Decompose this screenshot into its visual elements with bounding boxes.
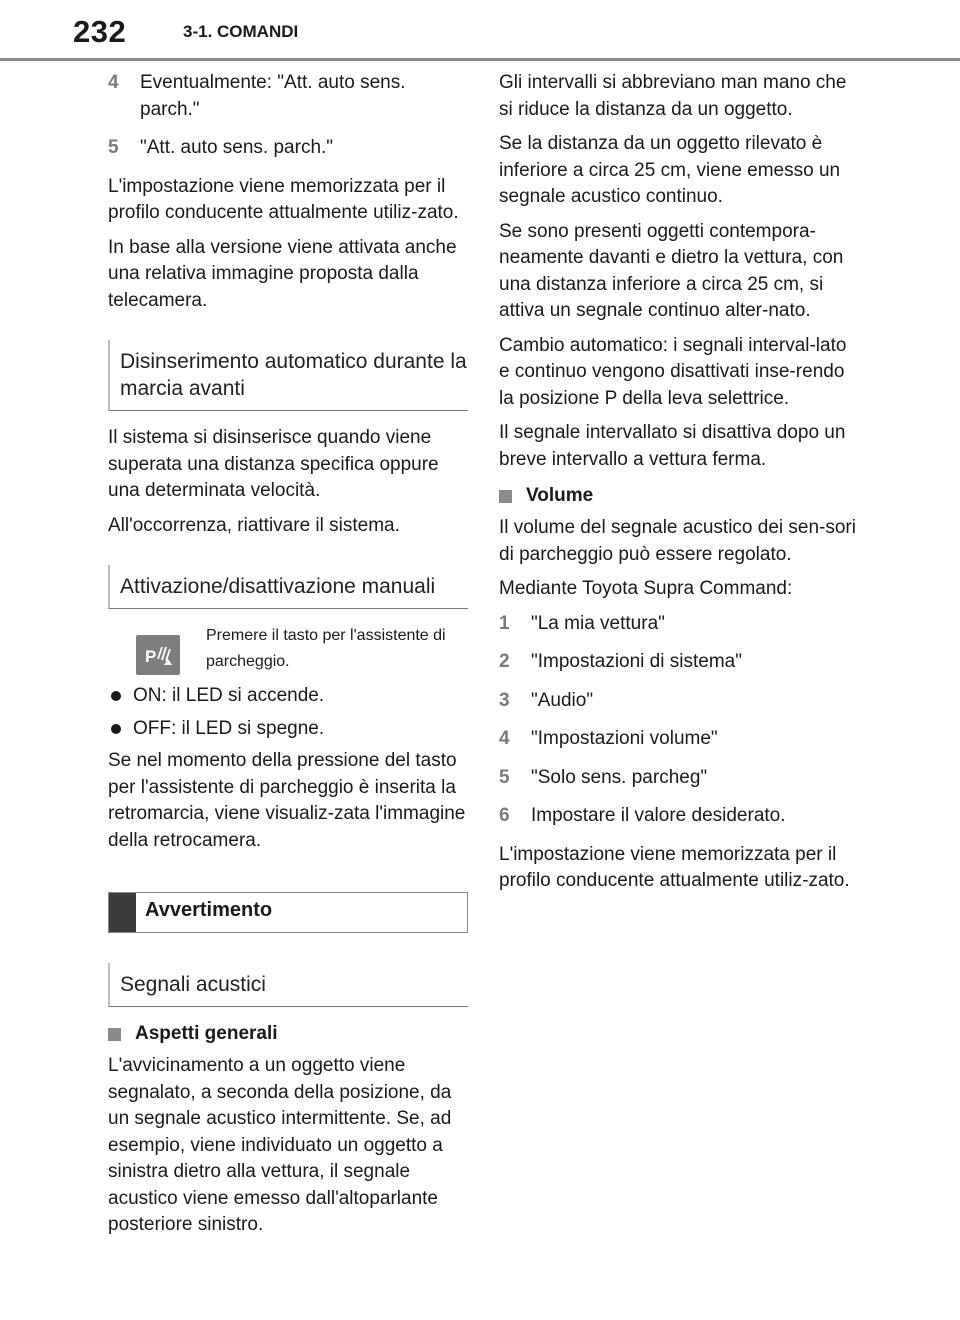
square-bullet-icon <box>108 1028 121 1041</box>
paragraph: In base alla versione viene attivata anche una relativa immagine proposta dalla telecamera. <box>108 236 457 311</box>
left-column <box>108 70 468 1247</box>
step-text: "Impostazioni di sistema" <box>531 651 742 672</box>
icon-caption: Premere il tasto per l'assistente di parcheggio. <box>206 627 446 670</box>
section-title: 3-1. COMANDI <box>183 22 299 41</box>
svg-text:P: P <box>145 647 157 666</box>
paragraph: All'occorrenza, riattivare il sistema. <box>108 514 400 536</box>
step-text: Eventualmente: "Att. auto sens. parch." <box>140 72 406 120</box>
step-text: "Solo sens. parcheg" <box>531 766 708 788</box>
section-heading: Disinserimento automatico durante la marcia avanti <box>108 340 468 411</box>
step-text: "La mia vettura" <box>531 612 665 634</box>
bullet-item <box>108 683 468 710</box>
step-item <box>499 649 859 676</box>
step-text: "Att. auto sens. parch." <box>140 137 334 158</box>
step-item <box>499 688 859 715</box>
bullet-dot <box>111 724 121 734</box>
step-item <box>499 803 859 830</box>
paragraph: Se la distanza da un oggetto rilevato è inferiore a circa 25 cm, viene emesso un segnale acustico continuo. <box>499 133 841 207</box>
paragraph: Mediante Toyota Supra Command: <box>499 578 793 599</box>
bullet-item <box>108 716 468 743</box>
step-item <box>499 611 859 638</box>
bullet-text: OFF: il LED si spegne. <box>133 717 325 739</box>
header-divider <box>0 58 960 61</box>
icon-row <box>108 623 468 675</box>
step-number: 6 <box>499 805 510 826</box>
step-number: 1 <box>499 612 510 634</box>
bullet-text: ON: il LED si accende. <box>133 685 325 706</box>
right-column <box>499 70 859 903</box>
paragraph: L'impostazione viene memorizzata per il profilo conducente attualmente utiliz-zato. <box>108 175 459 223</box>
parking-sensor-icon <box>136 635 180 675</box>
step-number: 4 <box>108 72 119 93</box>
square-bullet-icon <box>499 490 512 503</box>
step-item <box>108 135 468 162</box>
step-number: 4 <box>499 728 510 749</box>
paragraph: Se sono presenti oggetti contempora-neamente davanti e dietro la vettura, con una distanza inferiore a circa 25 cm, si attiva un segnale continuo alter-nato. <box>499 220 844 321</box>
step-number: 2 <box>499 651 510 672</box>
subheading-text: Aspetti generali <box>135 1023 278 1044</box>
step-text: "Audio" <box>531 689 594 711</box>
warning-bar <box>109 893 136 932</box>
paragraph: L'avvicinamento a un oggetto viene segnalato, a seconda della posizione, da un segnale acustico intermittente. Se, ad esempio, viene individuato un oggetto a sinistra dietro alla vettura, il segnale acustico viene emesso dall'altoparlante posteriore sinistro. <box>108 1055 452 1235</box>
warning-box <box>108 892 468 933</box>
section-heading: Attivazione/disattivazione manuali <box>108 565 468 609</box>
paragraph: Il volume del segnale acustico dei sen-sori di parcheggio può essere regolato. <box>499 517 856 565</box>
section-heading: Segnali acustici <box>108 963 468 1007</box>
paragraph: L'impostazione viene memorizzata per il profilo conducente attualmente utiliz-zato. <box>499 843 850 891</box>
page-number: 232 <box>73 14 127 49</box>
warning-label: Avvertimento <box>145 899 273 921</box>
step-item <box>108 70 468 123</box>
subheading-text: Volume <box>526 485 594 506</box>
step-text: "Impostazioni volume" <box>531 728 718 749</box>
paragraph: Il segnale intervallato si disattiva dopo un breve intervallo a vettura ferma. <box>499 422 846 470</box>
step-item <box>499 726 859 753</box>
step-text: Impostare il valore desiderato. <box>531 805 786 826</box>
step-number: 5 <box>108 137 119 158</box>
step-number: 5 <box>499 766 510 788</box>
subheading <box>499 483 859 509</box>
bullet-dot <box>111 691 121 701</box>
page-header <box>0 0 960 62</box>
paragraph: Se nel momento della pressione del tasto per l'assistente di parcheggio è inserita la retromarcia, viene visualiz-zata l'immagine della retrocamera. <box>108 750 466 851</box>
subheading <box>108 1021 468 1047</box>
step-item <box>499 765 859 792</box>
step-number: 3 <box>499 689 510 711</box>
paragraph: Cambio automatico: i segnali interval-lato e continuo vengono disattivati inse-rendo la posizione P della leva selettrice. <box>499 334 847 409</box>
paragraph: Il sistema si disinserisce quando viene superata una distanza specifica oppure una determinata velocità. <box>108 427 439 501</box>
paragraph: Gli intervalli si abbreviano man mano che si riduce la distanza da un oggetto. <box>499 72 847 120</box>
